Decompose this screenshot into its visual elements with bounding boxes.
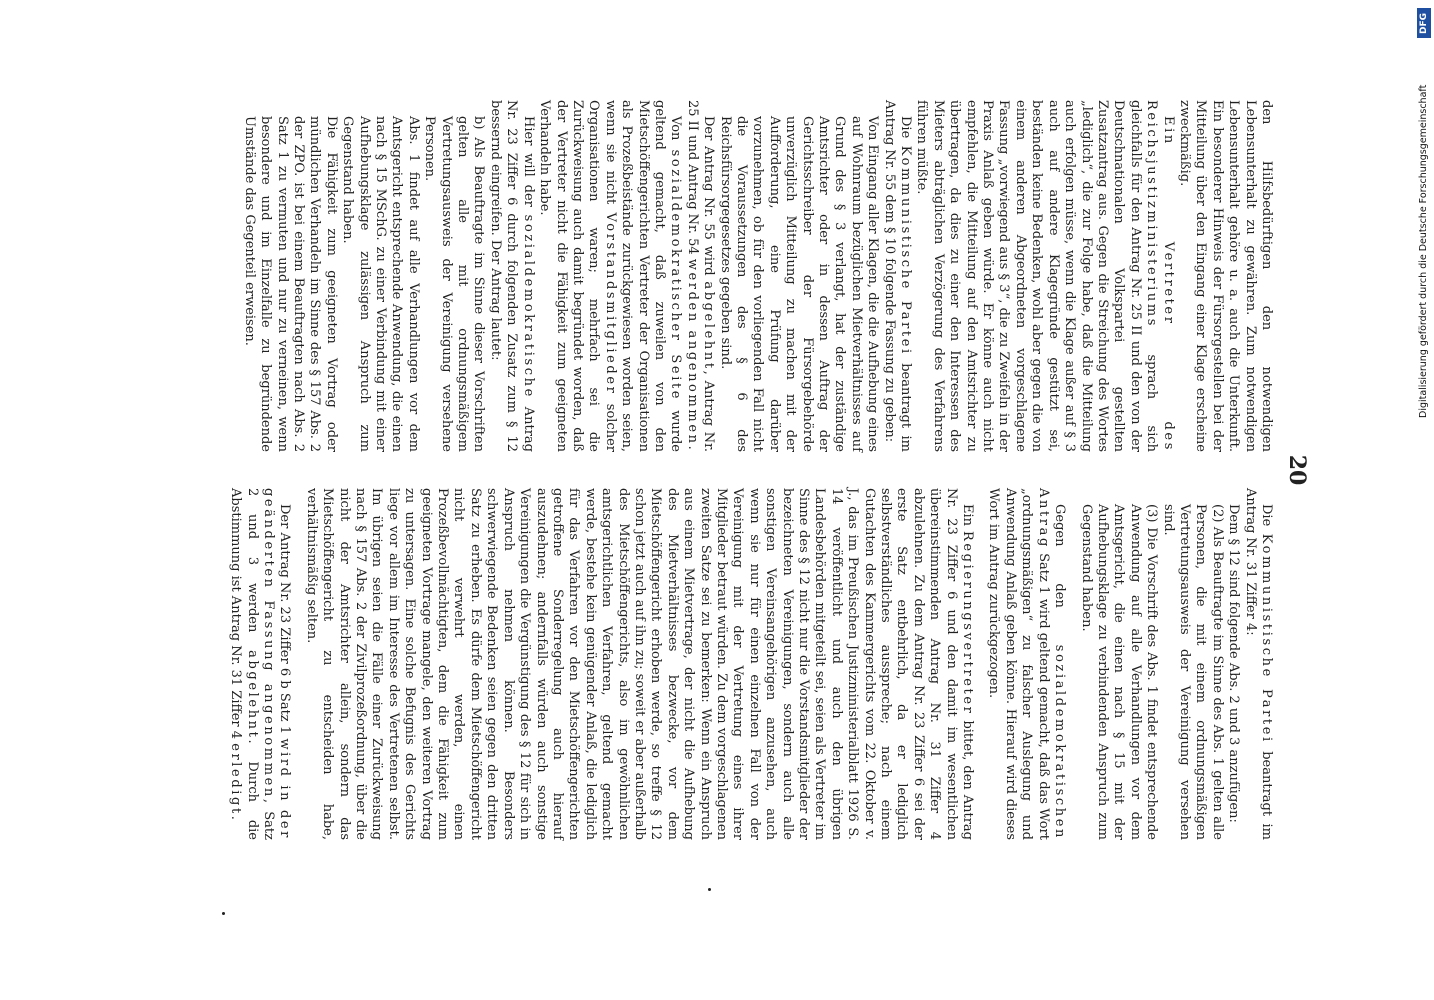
paragraph — [913, 100, 1176, 452]
paragraph-text: Ein — [960, 504, 976, 531]
paragraph — [536, 100, 684, 452]
spaced-text: Kommunistische Partei — [1259, 533, 1274, 744]
scan-speck — [222, 912, 225, 915]
paragraph-text: beantragt im Antrag Nr. 31 Ziffer 4: — [1242, 488, 1274, 841]
spaced-text: sozialdemokratischen Antrag — [1035, 488, 1068, 840]
spaced-text: wird in der geänderten Fassung angenommen — [261, 488, 293, 840]
paragraph-text: beantragt im Antrag Nr. 55 dem § 10 folgende Fassung zu geben: — [881, 100, 914, 453]
paragraph-text: , Antrag Nr. 25 II und Antrag Nr. 54 — [684, 100, 717, 453]
dfg-watermark — [1417, 8, 1431, 418]
right-column — [227, 488, 1274, 840]
quoted-paragraph: Die Fähigkeit zum geeigneten Vortrag oder mündlichen Verhandeln im Sinne des § 157 Abs. 2 der ZPO. ist bei einem Beauftragten nach Abs. 2 Satz 1 zu vermuten und nur zu verneinen, wenn besondere und im Einzelfalle zu begründende Umstände das Gegenteil erweisen. — [241, 116, 339, 452]
paragraph — [1241, 488, 1274, 840]
rotated-page-content — [120, 100, 1310, 840]
paragraph — [487, 100, 536, 452]
paragraph-text: . — [684, 445, 700, 450]
paragraph-text: sprach sich gleichfalls für den Antrag Nr. 25 II und den von der Deutschnationalen Volkspartei gestellten Zusatzantrag aus. Gegen die Streichung des Wortes „lediglich“, die zur Folge habe, daß die Mitteilung auch erfolgen müsse, wenn die Klage außer auf § 3 auch auf andere Klagegründe gestützt sei, beständen keine Bedenken, wohl aber gegen die von einem anderen Abgeordneten vorgeschlagene Fassung „vorwiegend aus § 3“, die zu Zweifeln in der Praxis Anlaß geben würde. Er könne auch nicht empfehlen, die Mitteilung auf den Amtsrichter zu übertragen, da dies zu einer den Interessen des Mieters abträglichen Verzögerung des Verfahrens führen müßte. — [914, 100, 1160, 452]
paragraph — [985, 488, 1067, 840]
paragraph-text: Der Antrag Nr. 55 wird — [701, 116, 717, 282]
paragraph-text: , Satz 2 und 3 werden — [244, 488, 277, 840]
paragraph — [683, 100, 716, 452]
paragraph-text: Die — [1259, 504, 1274, 534]
paragraph-text: solcher Organisationen waren; mehrfach sei die Zurückweisung auch damit begründet worden, daß der Vertreter nicht die Fähigkeit zum geeigneten Verhandeln habe. — [537, 100, 618, 452]
paragraph — [302, 488, 975, 840]
left-column — [240, 100, 1274, 452]
paragraph — [880, 100, 913, 452]
spaced-text: Kommunistische Partei — [898, 145, 914, 356]
spaced-text: werden angenommen — [684, 258, 700, 446]
spaced-text: erledigt — [228, 743, 244, 816]
quoted-paragraph: Von Eingang aller Klagen, die die Aufhebung eines auf Wohnraum bezüglichen Mietverhältnisses auf Grund des § 3 verlangt, hat der zuständige Amtsrichter oder in dessen Auftrag der Gerichtsschreiber der Fürsorgebehörde unverzüglich Mitteilung zu machen mit der Aufforderung, eine Prüfung darüber vorzunehmen, ob für den vorliegenden Fall nicht die Voraussetzungen des § 6 des Reichsfürsorgegesetzes gegeben sind. — [717, 116, 881, 452]
spaced-text: abgelehnt — [701, 281, 717, 371]
paragraph-text: wurde geltend gemacht, daß zuweilen von den Mietschöffengerichten Vertreter der Organisationen als Prozeßbeistände zurückgewiesen worden seien, wenn sie nicht — [602, 100, 684, 452]
quoted-paragraph: Dem § 12 sind folgende Abs. 2 und 3 anzufügen: — [1226, 504, 1242, 823]
paragraph-text: Der Antrag Nr. 23 Ziffer 6 b Satz 1 — [277, 504, 293, 739]
dfg-logo: DFG — [1417, 8, 1431, 38]
paragraph-text: . — [228, 815, 244, 820]
spaced-text: sozialdemokratischer Seite — [668, 149, 684, 402]
paragraph: den Hilfsbedürftigen den notwendigen Lebensunterhalt zu gewähren. Zum notwendigen Lebensunterhalt gehöre u. a. auch die Unterkunft. Ein besonderer Hinweis der Fürsorgestellen bei der Mitteilung über den Eingang einer Klage erscheine zweckmäßig. — [1176, 100, 1274, 452]
page-number: 20 — [1284, 454, 1310, 486]
scan-speck — [708, 888, 711, 891]
quoted-paragraph: b) Als Beauftragte im Sinne dieser Vorschriften gelten alle mit ordnungsmäßigem Vertretungsausweis der Vereinigung versehene Personen. — [422, 116, 487, 452]
paragraph-text: bittet, den Antrag Nr. 23 Ziffer 6 und den damit im wesentlichen übereinstimmenden Antrag Nr. 31 Ziffer 4 abzulehnen. Zu dem Antrag Nr. 23 Ziffer 6 sei der erste Satz entbehrlich, da er lediglich selbstverständliches ausspreche; nach einem Gutachten des Kammergerichts vom 22. Oktober v. J., das im Preußischen Justizministerialblatt 1926 S. 14 veröffentlicht und auch den übrigen Landesbehörden mitgeteilt sei, seien als Vertreter im Sinne des § 12 nicht nur die Vorstandsmitglieder der bezeichneten Vereinigungen, sondern auch alle sonstigen Vereinsangehörigen anzusehen, auch wenn sie nur für einen einzelnen Fall von der Vereinigung mit der Vertretung eines ihrer Mitglieder betraut würden. Zu dem vorgeschlagenen zweiten Satze sei zu bemerken: Wenn ein Anspruch aus einem Mietvertrage, der nicht die Aufhebung des Mietverhältnisses bezwecke, vor dem Mietschöffengericht erhoben werde, so treffe § 12 schon jetzt auch auf ihn zu; soweit er aber außerhalb des Mietschöffengerichts, also im gewöhnlichen amtsgerichtlichen Verfahren, geltend gemacht werde, bestehe kein genügender Anlaß, die lediglich für das Verfahren vor den Mietschöffengerichten getroffene Sonderregelung auch hierauf auszudehnen; andernfalls würden auch sonstige Vereinigungen die Vergünstigung des § 12 für sich in Anspruch nehmen können. Besonders schwerwiegende Bedenken seien gegen den dritten Satz zu erheben. Es dürfe dem Mietschöffengericht nicht verwehrt werden, einen Prozeßbevollmächtigten, dem die Fähigkeit zum geeigneten Vortrage mangele, den weiteren Vortrag zu untersagen. Eine solche Befugnis des Gerichts liege vor allem im Interesse des Vertretenen selbst. Im übrigen seien die Fälle einer Zurückweisung nach § 157 Abs. 2 der Zivilprozeßordnung, über die nicht der Amtsrichter allein, sondern das Mietschöffengericht zu entscheiden habe, verhältnismäßig selten. — [303, 488, 976, 840]
paragraph-text: Satz 1 wird geltend gemacht, daß das Wort „ordnungsmäßigen“ zu falscher Auslegung und Anwendung Anlaß geben könne. Hierauf wird dieses Wort im Antrag zurückgezogen. — [986, 488, 1051, 840]
paragraph-text: Gegen den — [1052, 504, 1068, 645]
quoted-paragraph: Abs. 1 findet auf alle Verhandlungen vor dem Amtsgericht entsprechende Anwendung, die einen nach § 15 MSchG. zu einer Verbindung mit einer Aufhebungsklage zulässigen Anspruch zum Gegenstand haben. — [340, 116, 421, 452]
quoted-paragraph: (2) Als Beauftragte im Sinne des Abs. 1 gelten alle Personen, die mit einem ordnungsmäßigen Vertretungsausweis der Vereinigung versehen sind. — [1160, 504, 1225, 840]
spaced-text: Regierungsvertreter — [960, 530, 976, 716]
paragraph-text: Antrag Nr. 23 Ziffer 6 durch folgenden Zusatz zum § 12 bessernd eingreifen. Der Antrag lautet: — [487, 100, 536, 452]
paragraph — [227, 488, 293, 840]
paragraph-text: Die — [898, 116, 914, 146]
spaced-text: Vorstandsmitglieder — [602, 212, 618, 396]
quoted-paragraph: (3) Die Vorschrift des Abs. 1 findet entsprechende Anwendung auf alle Verhandlungen vor dem Amtsgericht, die einen nach § 15 mit der Aufhebungsklage zu verbindenden Anspruch zum Gegenstand haben. — [1078, 504, 1160, 840]
spaced-text: abgelehnt — [244, 650, 260, 740]
spaced-text: sozialdemokratische — [520, 214, 536, 399]
spaced-text: Ein Vertreter des Reichsjustizministeriums — [1144, 100, 1176, 452]
digitization-credit: Digitalisierung gefördert durch die Deutsche Forschungsgemeinschaft — [1418, 84, 1429, 418]
paragraph-text: Von — [668, 116, 684, 150]
paragraph-text: Hier will der — [520, 116, 536, 215]
paragraph-text: . Durch die Abstimmung ist Antrag Nr. 31 Ziffer 4 — [228, 488, 260, 840]
